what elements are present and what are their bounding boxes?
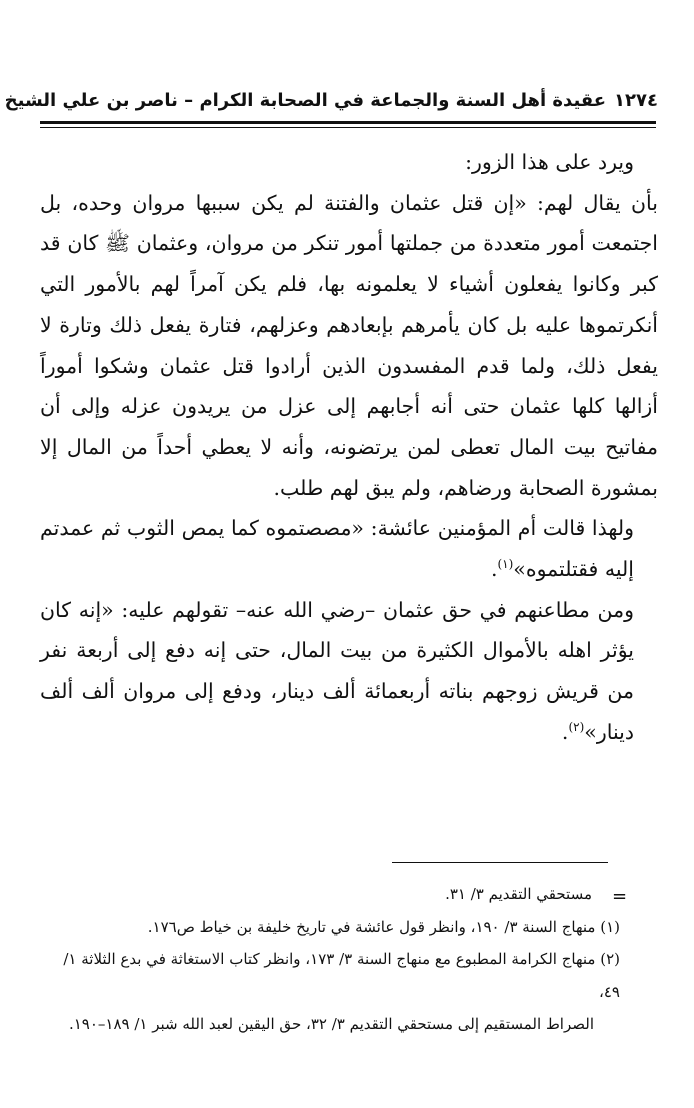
paragraph-3: ومن مطاعنهم في حق عثمان –رضي الله عنه– تقولهم عليه: «إنه كان يؤثر اهله بالأموال الكثيرة من بيت المال، حتى إنه دفع إلى أربعة نفر من قريش زوجهم بناته أربعمائة ألف دينار، ودفع إلى مروان ألف ألف دينار»$^{(٢)}$. — [40, 597, 634, 744]
paragraph-2: ولهذا قالت أم المؤمنين عائشة: «مصصتموه كما يمص الثوب ثم عمدتم إليه فقتلتموه»$^{(١)}$. — [40, 516, 634, 582]
footnote-1: (١) منهاج السنة ٣/ ١٩٠، وانظر قول عائشة في تاريخ خليفة بن خياط ص١٧٦. — [147, 917, 620, 936]
running-header — [4, 86, 658, 116]
footnotes — [40, 878, 620, 1041]
footnote-2-line-2: الصراط المستقيم إلى مستحقي التقديم ٣/ ٣٢، حق اليقين لعبد الله شبر ١/ ١٨٩–١٩٠. — [68, 1015, 594, 1033]
paragraph-3-text: ومن مطاعنهم في حق عثمان –رضي الله عنه– تقولهم عليه: «إنه كان يؤثر اهله بالأموال الكثيرة من بيت المال، حتى إنه دفع إلى أربعة نفر من قريش زوجهم بناته أربعمائة ألف دينار، ودفع إلى مروان ألف ألف دينار» — [40, 597, 634, 744]
paragraph-1: بأن يقال لهم: «إن قتل عثمان والفتنة لم يكن سببها مروان وحده، بل اجتمعت أمور متعددة من جملتها أمور تنكر من مروان، وعثمان ﷺ كان قد كبر وكانوا يفعلون أشياء لا يعلمونه بها، فلم يكن آمراً لهم بالأمور التي أنكرتموها عليه بل كان يأمرهم بإبعادهم وعزلهم، فتارة يفعل ذلك وتارة لا يفعل ذلك، ولما قدم المفسدون الذين أرادوا قتل عثمان وشكوا أموراً أزالها كلها عثمان حتى أنه أجابهم إلى عزل من يريدون عزله وإلى أن مفاتيح بيت المال تعطى لمن يرتضونه، وأنه لا يعطي أحداً من المال إلا بمشورة الصحابة ورضاهم، ولم يبق لهم طلب. — [40, 190, 658, 500]
intro-paragraph: ويرد على هذا الزور: — [465, 150, 634, 174]
footnote-ref-2: (٢) — [568, 720, 585, 735]
footnote-separator — [392, 862, 608, 863]
paragraph-2-text: ولهذا قالت أم المؤمنين عائشة: «مصصتموه كما يمص الثوب ثم عمدتم إليه فقتلتموه» — [40, 516, 634, 582]
continuation-mark: = — [612, 886, 628, 907]
header-rule-thin — [40, 127, 656, 128]
page-number: ١٢٧٤ — [614, 90, 658, 111]
header-rule-thick — [40, 121, 656, 124]
main-text — [40, 142, 658, 753]
footnote-continuation: مستحقي التقديم ٣/ ٣١. — [445, 885, 592, 903]
footnote-2-line-1: (٢) منهاج الكرامة المطبوع مع منهاج السنة ٣/ ١٧٣، وانظر كتاب الاستغاثة في بدع الثلاثة ١/ ٤٩، — [63, 950, 620, 1001]
header-title: عقيدة أهل السنة والجماعة في الصحابة الكرام – ناصر بن علي الشيخ — [4, 90, 607, 111]
footnote-ref-1: (١) — [497, 557, 514, 572]
